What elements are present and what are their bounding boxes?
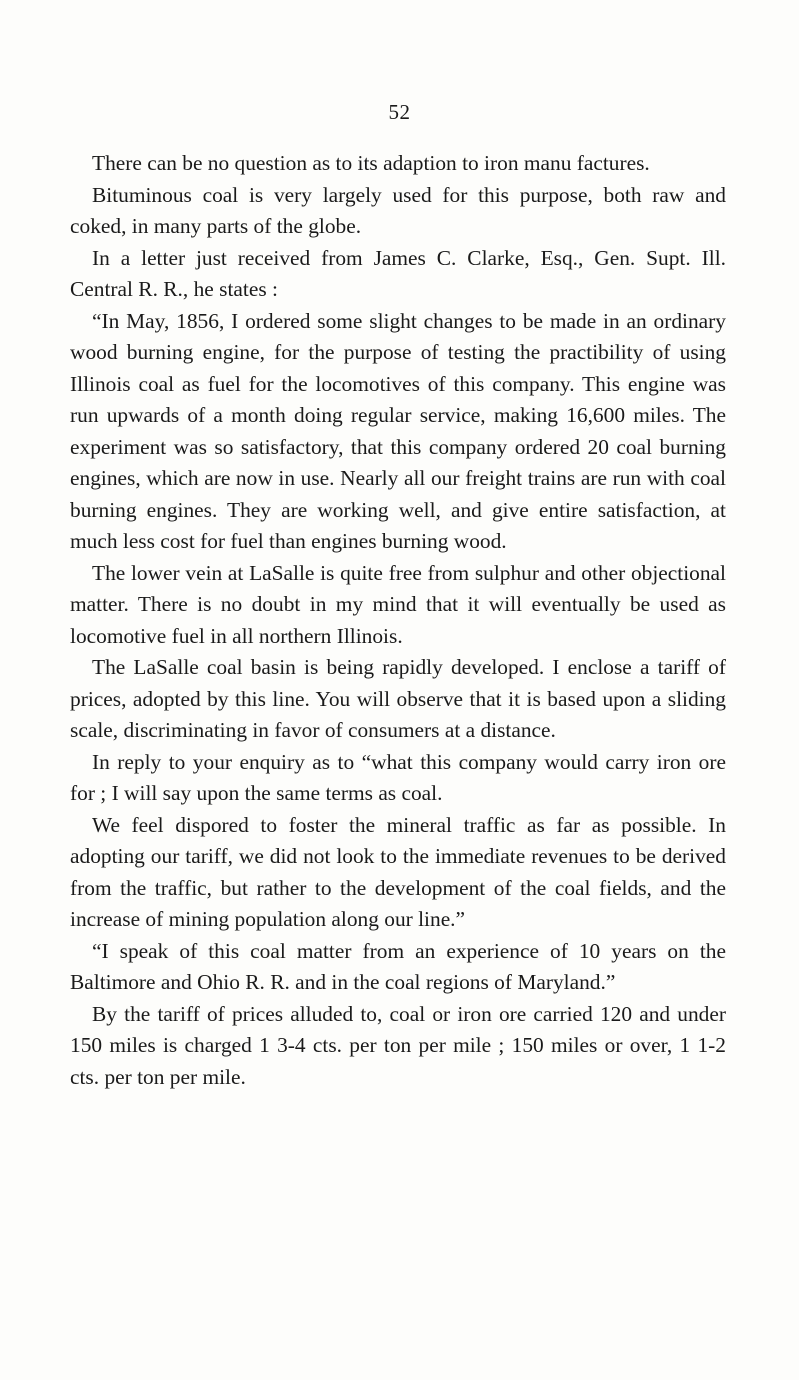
page-number: 52	[388, 100, 411, 124]
paragraph-mineral-traffic: We feel dispored to foster the mineral traffic as far as possible. In adopting our tariff, we did not look to the immediate revenues to be derived from the traffic, but rather to the development of the coal fields, and the increase of mining population along our line.”	[70, 812, 726, 931]
paragraph-experience-quote: “I speak of this coal matter from an experience of 10 years on the Baltimore and Ohio R. R. and in the coal regions of Maryland.”	[70, 938, 726, 994]
paragraph-bituminous-coal: Bituminous coal is very largely used for this purpose, both raw and coked, in many parts of the globe.	[70, 182, 726, 238]
paragraph-lower-vein: The lower vein at LaSalle is quite free from sulphur and other objectional matter. There is no doubt in my mind that it will eventually be used as locomotive fuel in all northern Illinois.	[70, 560, 726, 648]
paragraph-iron-manufactures: There can be no question as to its adaption to iron manu factures.	[92, 151, 650, 175]
paragraph-quote-engine-test: “In May, 1856, I ordered some slight changes to be made in an ordinary wood burning engine, for the purpose of testing the practibility of using Illinois coal as fuel for the locomotives of this company. This engine was run upwards of a month doing regular service, making 16,600 miles. The experiment was so satisfactory, that this company ordered 20 coal burning engines, which are now in use. Nearly all our freight trains are run with coal burning engines. They are working well, and give entire satisfaction, at much less cost for fuel than engines burning wood.	[70, 308, 726, 553]
body-text	[70, 148, 726, 1093]
paragraph-iron-ore-reply: In reply to your enquiry as to “what this company would carry iron ore for ; I will say upon the same terms as coal.	[70, 749, 726, 805]
paragraph-tariff-prices: By the tariff of prices alluded to, coal or iron ore carried 120 and under 150 miles is charged 1 3-4 cts. per ton per mile ; 150 miles or over, 1 1-2 cts. per ton per mile.	[70, 1001, 726, 1089]
paragraph-lasalle-basin: The LaSalle coal basin is being rapidly developed. I enclose a tariff of prices, adopted by this line. You will observe that it is based upon a sliding scale, discriminating in favor of consumers at a distance.	[70, 655, 726, 742]
paragraph-letter-intro: In a letter just received from James C. Clarke, Esq., Gen. Supt. Ill. Central R. R., he states :	[70, 245, 726, 301]
